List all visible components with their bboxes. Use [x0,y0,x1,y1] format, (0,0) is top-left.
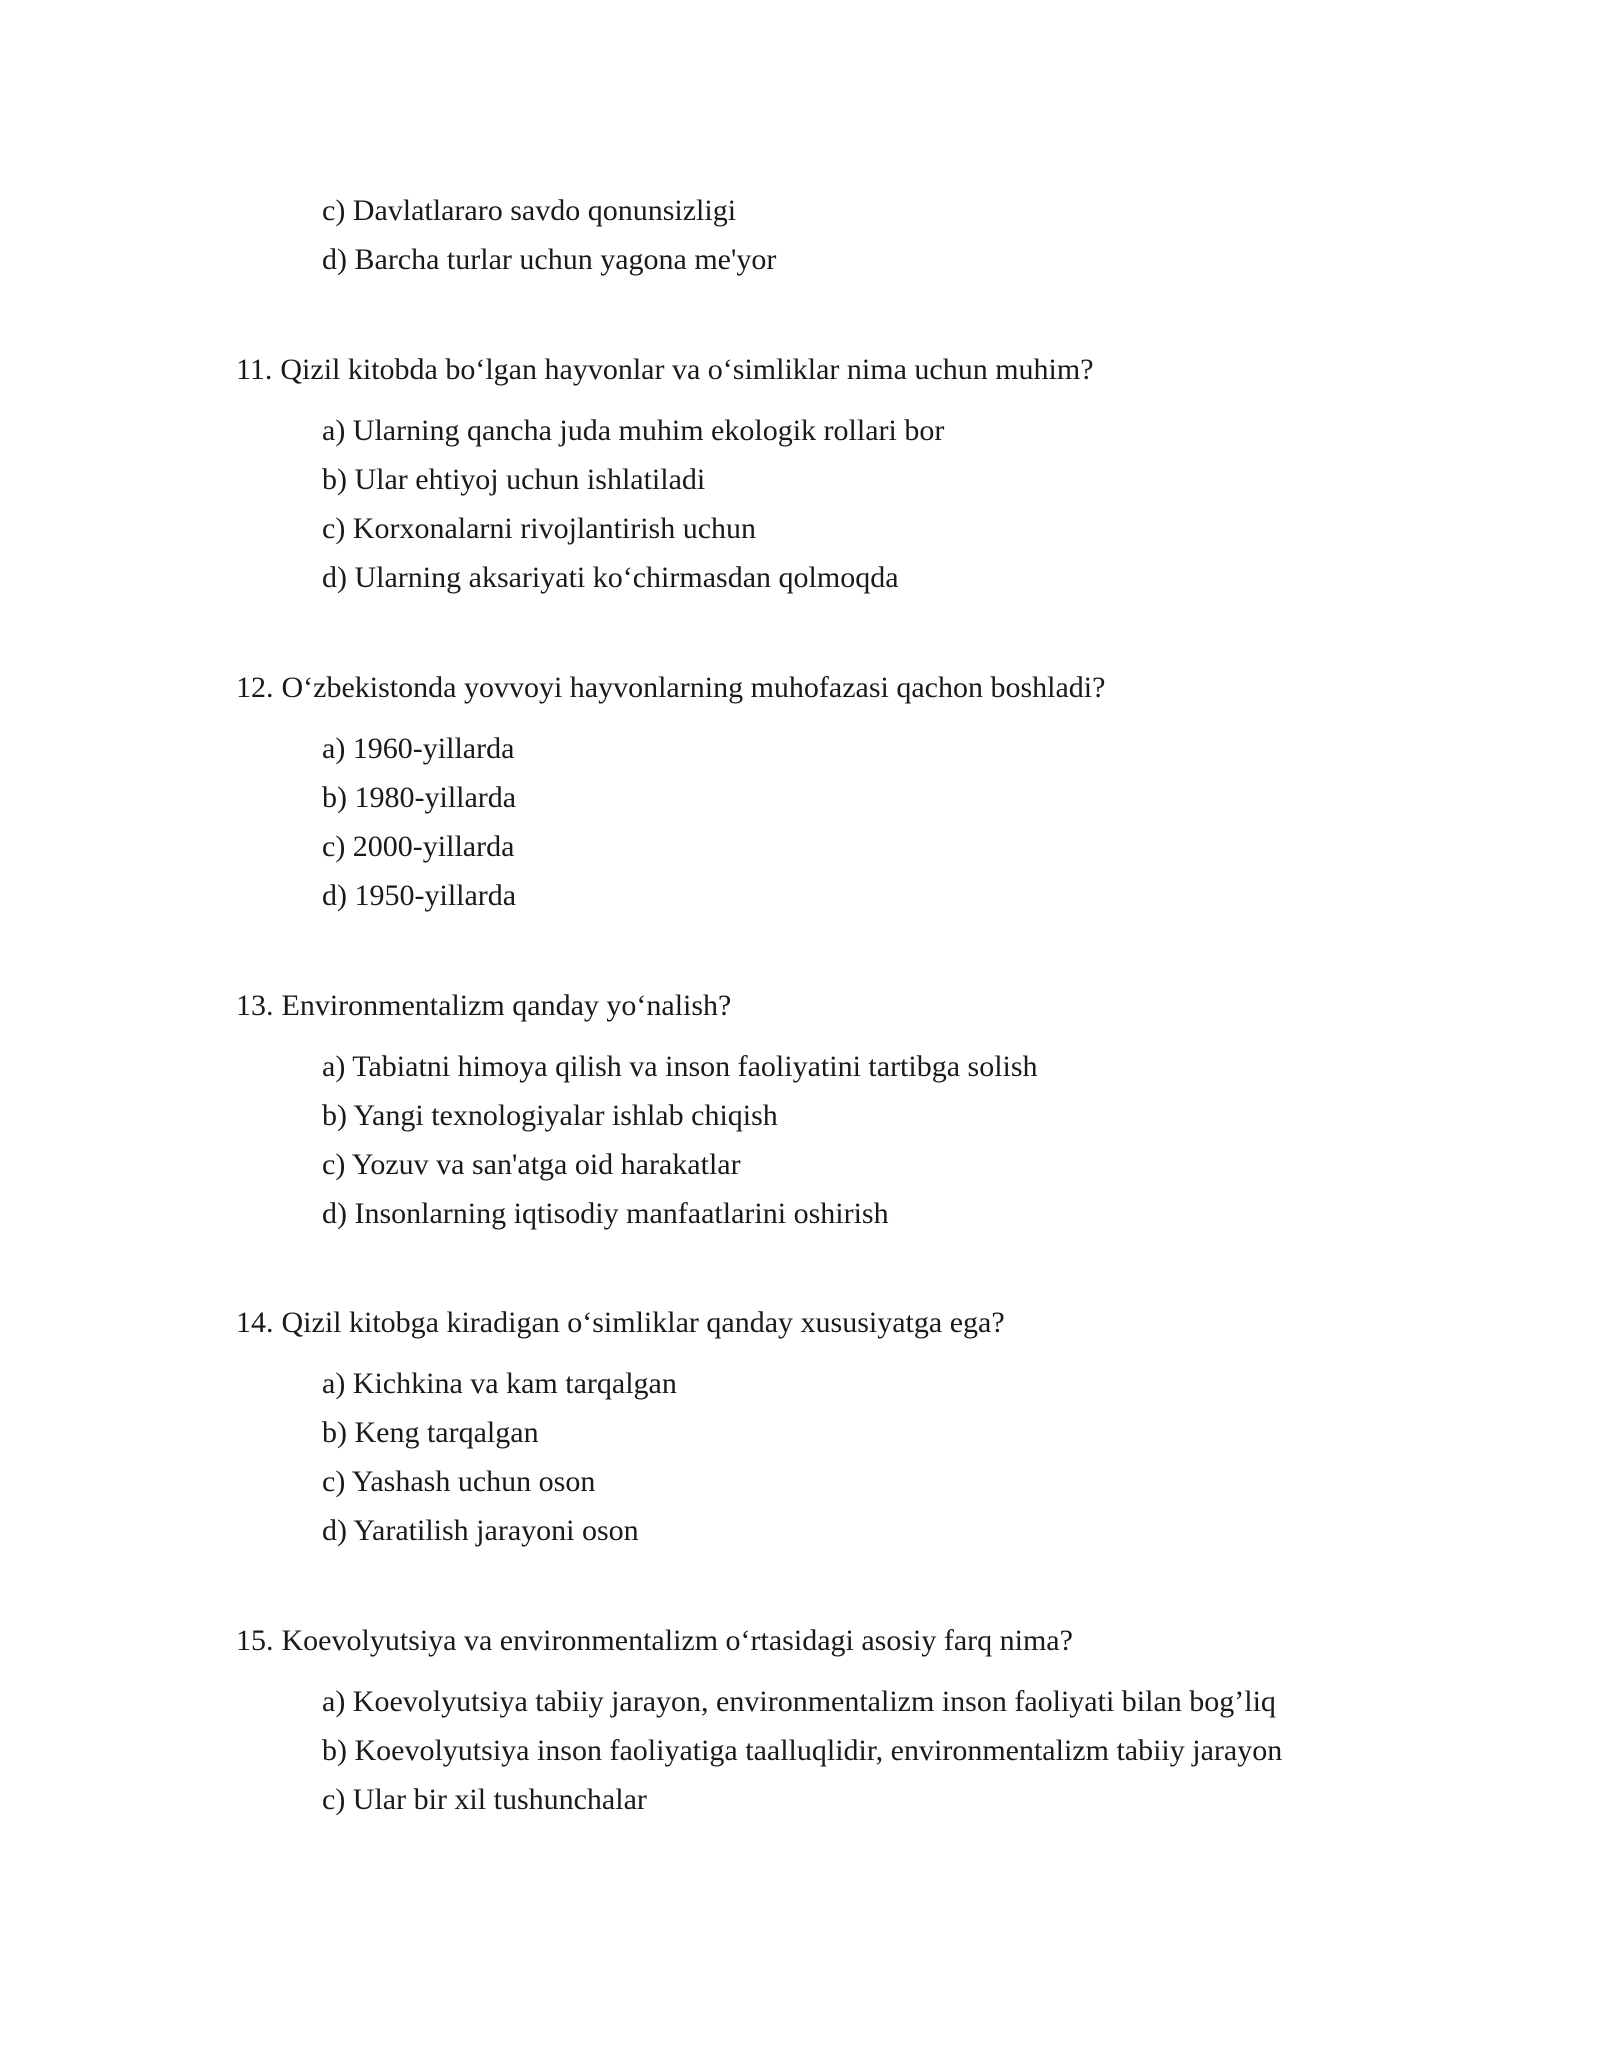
answer-option-b: b) Yangi texnologiyalar ishlab chiqish [322,1099,778,1132]
answer-option-c: c) Korxonalarni rivojlantirish uchun [322,512,757,545]
answer-options [322,724,1105,920]
question-15 [236,1621,1282,1824]
question-number: 11. [236,353,273,386]
question-prompt: Qizil kitobga kiradigan o‘simliklar qanday xususiyatga ega? [281,1306,1005,1339]
answer-option-a: a) 1960-yillarda [322,732,515,765]
answer-option-b: b) 1980-yillarda [322,781,517,814]
answer-option-d: d) Insonlarning iqtisodiy manfaatlarini oshirish [322,1197,889,1230]
answer-option-b: b) Koevolyutsiya inson faoliyatiga taalluqlidir, environmentalizm tabiiy jarayon [322,1734,1283,1767]
answer-options [322,1359,1005,1555]
answer-option-c: c) Ular bir xil tushunchalar [322,1783,647,1816]
question-prompt: Koevolyutsiya va environmentalizm o‘rtasidagi asosiy farq nima? [281,1624,1073,1657]
answer-option-d: d) 1950-yillarda [322,879,517,912]
answer-option-c: c) Yashash uchun oson [322,1465,596,1498]
question-14 [236,1303,1005,1555]
answer-option-d: d) Yaratilish jarayoni oson [322,1514,639,1547]
question-13 [236,986,1038,1238]
question-text [236,350,1094,390]
question-11 [236,350,1094,602]
answer-option: d) Barcha turlar uchun yagona me'yor [322,243,777,276]
question-number: 14. [236,1306,274,1339]
answer-option-a: a) Tabiatni himoya qilish va inson faoliyatini tartibga solish [322,1050,1038,1083]
answer-option-c: c) 2000-yillarda [322,830,515,863]
question-text [236,986,1038,1026]
question-prompt: Qizil kitobda bo‘lgan hayvonlar va o‘simliklar nima uchun muhim? [280,353,1094,386]
answer-options [322,1042,1038,1238]
answer-option-b: b) Ular ehtiyoj uchun ishlatiladi [322,463,706,496]
answer-options [322,1677,1282,1824]
answer-options [322,406,1094,602]
question-prompt: O‘zbekistonda yovvoyi hayvonlarning muhofazasi qachon boshladi? [281,671,1106,704]
answer-option: c) Davlatlararo savdo qonunsizligi [322,194,737,227]
question-12 [236,668,1105,920]
answer-option-c: c) Yozuv va san'atga oid harakatlar [322,1148,741,1181]
answer-option-a: a) Kichkina va kam tarqalgan [322,1367,677,1400]
question-text [236,1303,1005,1343]
previous-question-options [322,186,776,284]
answer-option-b: b) Keng tarqalgan [322,1416,539,1449]
answer-option-a: a) Ularning qancha juda muhim ekologik rollari bor [322,414,945,447]
question-prompt: Environmentalizm qanday yo‘nalish? [281,989,732,1022]
question-number: 13. [236,989,274,1022]
question-text [236,668,1105,708]
question-number: 15. [236,1624,274,1657]
question-text [236,1621,1282,1661]
answer-option-d: d) Ularning aksariyati ko‘chirmasdan qolmoqda [322,561,899,594]
answer-option-a: a) Koevolyutsiya tabiiy jarayon, environmentalizm inson faoliyati bilan bog’liq [322,1685,1276,1718]
question-number: 12. [236,671,274,704]
